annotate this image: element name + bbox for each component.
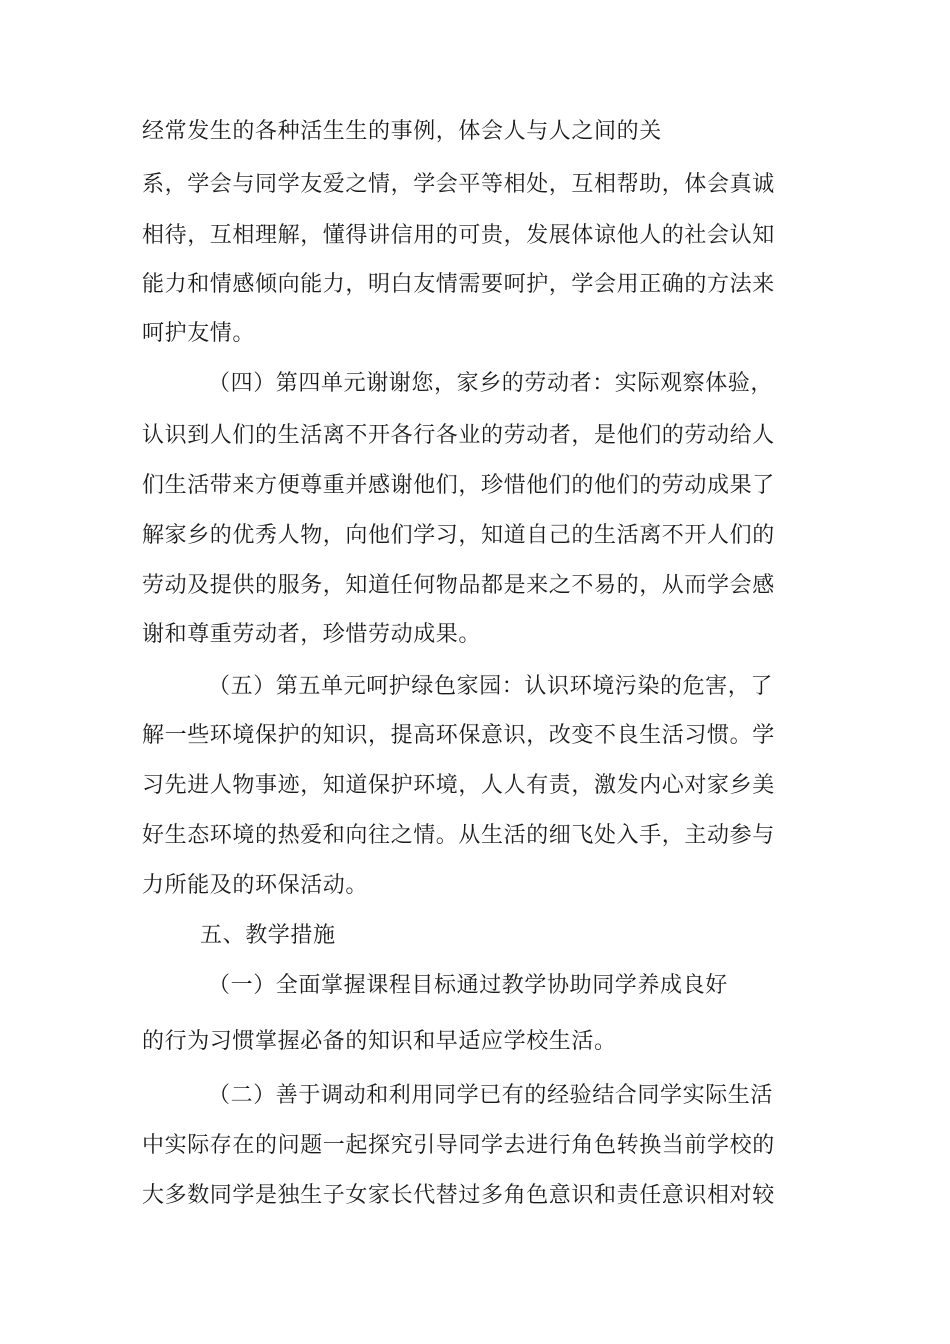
- text-line: 大多数同学是独生子女家长代替过多角色意识和责任意识相对较: [142, 1183, 775, 1208]
- text-line: 劳动及提供的服务，知道任何物品都是来之不易的，从而学会感: [142, 573, 775, 598]
- text-line: 呵护友情。: [142, 321, 256, 346]
- text-line: 中实际存在的问题一起探究引导同学去进行角色转换当前学校的: [142, 1133, 775, 1158]
- text-line: 习先进人物事迹，知道保护环境，人人有责，激发内心对家乡美: [142, 773, 775, 798]
- section-heading: （四）第四单元谢谢您，家乡的劳动者：实际观察体验，: [208, 371, 774, 396]
- section-heading: （二）善于调动和利用同学已有的经验结合同学实际生活: [208, 1083, 774, 1108]
- text-line: 们生活带来方便尊重并感谢他们，珍惜他们的他们的劳动成果了: [142, 473, 775, 498]
- text-line: 经常发生的各种活生生的事例，体会人与人之间的关: [142, 119, 662, 144]
- text-line: 认识到人们的生活离不开各行各业的劳动者，是他们的劳动给人: [142, 423, 775, 448]
- text-line: 力所能及的环保活动。: [142, 873, 369, 898]
- text-line: 能力和情感倾向能力，明白友情需要呵护，学会用正确的方法来: [142, 272, 775, 297]
- section-heading: （五）第五单元呵护绿色家园：认识环境污染的危害，了: [208, 674, 774, 699]
- text-line: 系，学会与同学友爱之情，学会平等相处，互相帮助，体会真诚: [142, 172, 775, 197]
- text-line: 解家乡的优秀人物，向他们学习，知道自己的生活离不开人们的: [142, 523, 775, 548]
- text-line: 解一些环境保护的知识，提高环保意识，改变不良生活习惯。学: [142, 723, 775, 748]
- chapter-heading: 五、教学措施: [200, 923, 336, 948]
- text-line: 好生态环境的热爱和向往之情。从生活的细飞处入手，主动参与: [142, 823, 775, 848]
- section-heading: （一）全面掌握课程目标通过教学协助同学养成良好: [208, 973, 728, 998]
- text-line: 谢和尊重劳动者，珍惜劳动成果。: [142, 622, 482, 647]
- text-line: 的行为习惯掌握必备的知识和早适应学校生活。: [142, 1029, 617, 1054]
- text-line: 相待，互相理解，懂得讲信用的可贵，发展体谅他人的社会认知: [142, 223, 775, 248]
